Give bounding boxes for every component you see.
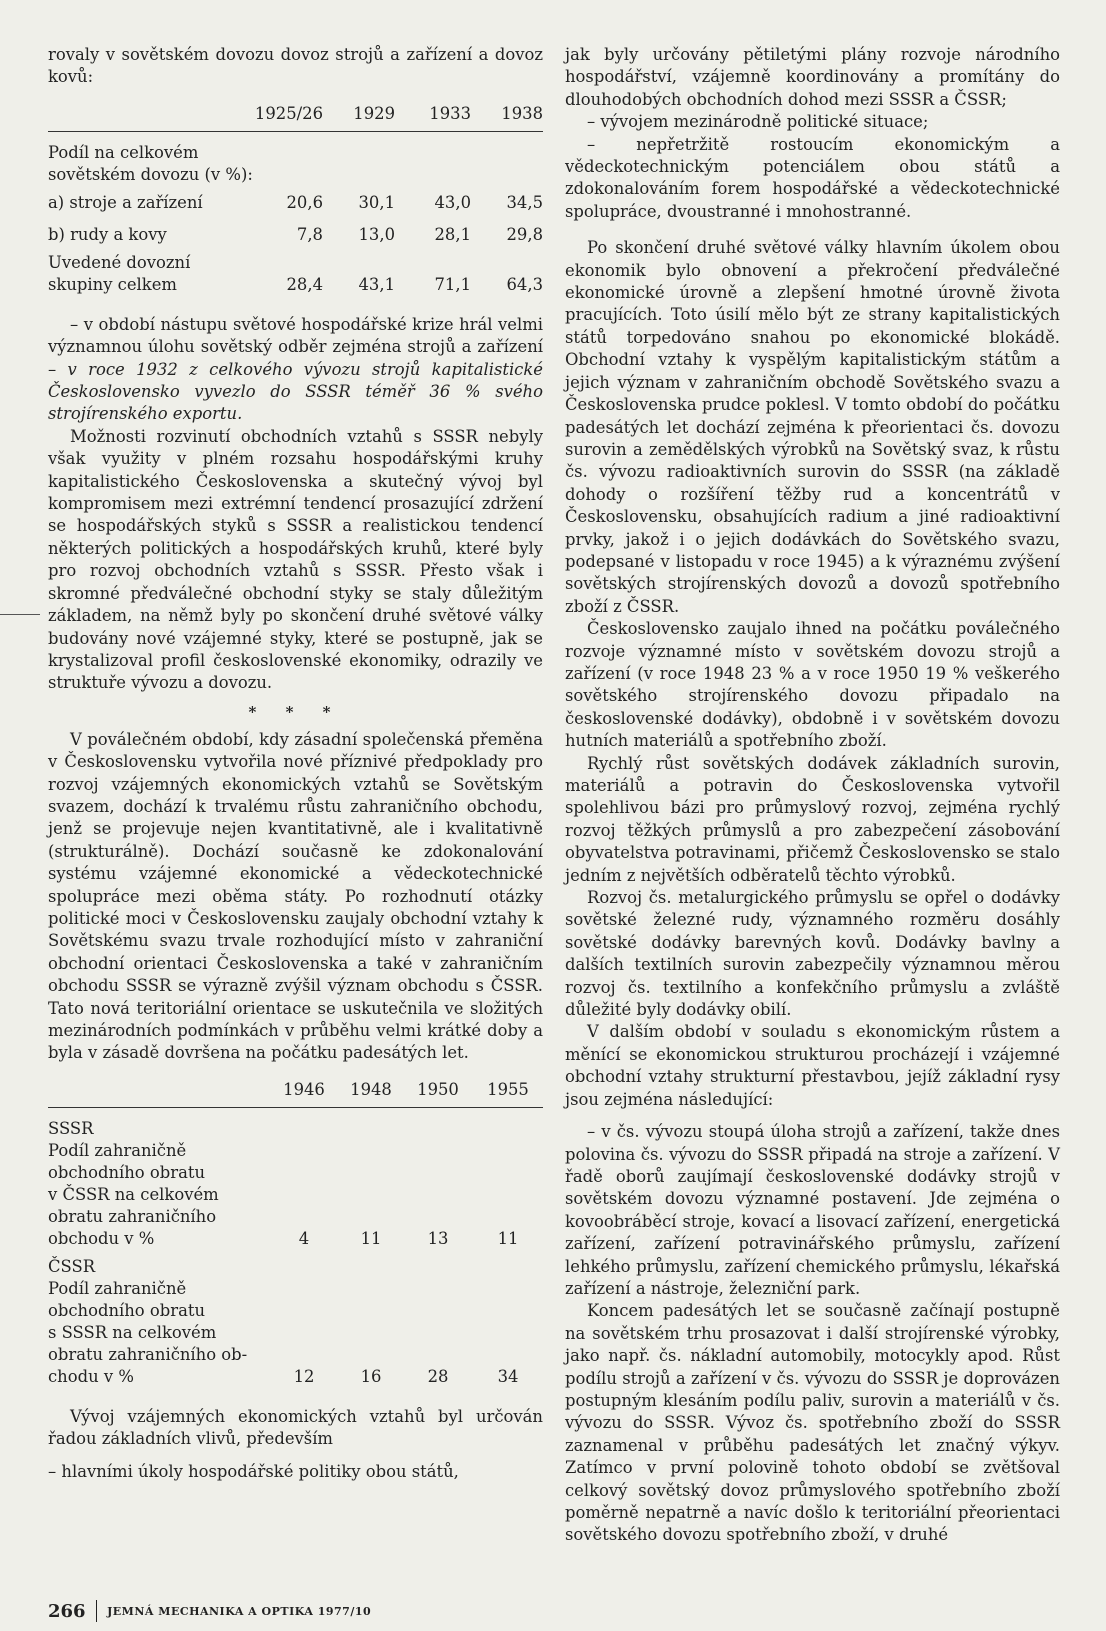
list-item: – v čs. vývozu stoupá úloha strojů a zařízení, takže dnes polovina čs. vývozu do SSSR připadá na stroje a zařízení. V řadě oborů zaujímají československé dodávky strojů v sovětském dovozu významné postavení. Jde zejména o kovoobráběcí stroje, kovací a lisovací zařízení, energetická zařízení, zařízení potravinářského průmyslu, zařízení lehkého průmyslu, zařízení chemického průmyslu, lékařská zařízení a nástroje, železniční park. xyxy=(565,1122,1060,1298)
label-line: Uvedené dovozní xyxy=(48,252,191,272)
label-line: obratu zahraničního ob- xyxy=(48,1344,248,1364)
year-header: 1955 xyxy=(487,1079,529,1099)
list-item: – nepřetržitě rostoucím ekonomickým a vědeckotechnickým potenciálem obou států a zdokonalováním forem hospodářské a vědeckotechnické spolupráce, dvoustranné i mnohostranné. xyxy=(565,134,1060,221)
cell: 28,4 xyxy=(286,274,323,294)
table-header xyxy=(48,103,543,132)
text-run: – v období nástupu světové hospodářské krize hrál velmi významnou úlohu sovětský odběr zejména strojů a zařízení – xyxy=(48,314,543,379)
row-label: b) rudy a kovy xyxy=(48,224,167,244)
paragraph: Rychlý růst sovětských dodávek základních surovin, materiálů a potravin do Československa vytvořil spolehlivou bázi pro průmyslový rozvoj, zejména rychlý rozvoj těžkých průmyslů a pro zabezpečení zásobování obyvatelstva potravinami, přičemž Československo se stalo jedním z největších odběratelů těchto výrobků. xyxy=(565,753,1060,885)
table-header xyxy=(48,1079,543,1108)
right-column xyxy=(565,44,1060,1547)
cell: 30,1 xyxy=(358,192,395,212)
year-header: 1933 xyxy=(429,103,471,123)
cell: 13,0 xyxy=(358,224,395,244)
cell: 64,3 xyxy=(506,274,543,294)
row-label xyxy=(48,252,237,296)
label-line: Podíl zahraničně xyxy=(48,1140,187,1160)
year-header: 1950 xyxy=(417,1079,459,1099)
left-column xyxy=(48,44,543,1483)
heading-line: sovětském dovozu (v %): xyxy=(48,164,253,184)
table-soviet-imports xyxy=(48,103,543,296)
row-label: a) stroje a zařízení xyxy=(48,192,203,212)
cell: 29,8 xyxy=(506,224,543,244)
block-title: SSSR xyxy=(48,1118,94,1138)
page-footer xyxy=(48,1598,371,1624)
cell: 43,1 xyxy=(358,274,395,294)
year-header: 1929 xyxy=(353,103,395,123)
table-row xyxy=(48,1140,543,1250)
row-label xyxy=(48,1140,269,1250)
italic-run: v roce 1932 z celkového vývozu strojů kapitalistické Československo vyvezlo do SSSR téměř 36 % svého strojírenského exportu. xyxy=(48,359,543,424)
paragraph: V dalším období v souladu s ekonomickým růstem a měnící se ekonomickou strukturou procházejí i vzájemné obchodní vztahy strukturní přestavbou, jejíž základní rysy jsou zejména následující: xyxy=(565,1022,1060,1109)
row-label xyxy=(48,1278,269,1388)
table-row xyxy=(48,1278,543,1388)
cell: 16 xyxy=(360,1366,382,1386)
paragraph: Rozvoj čs. metalurgického průmyslu se opřel o dodávky sovětské železné rudy, významného rozměru dosáhly sovětské dodávky barevných kovů. Dodávky bavlny a dalších textilních surovin zabezpečily významnou měrou rozvoj čs. textilního a konfekčního průmyslu a zvláště důležité byly dodávky obilí. xyxy=(565,888,1060,1020)
year-header: 1925/26 xyxy=(254,103,323,123)
cell: 71,1 xyxy=(434,274,471,294)
paragraph: jak byly určovány pětiletými plány rozvoje národního hospodářství, vzájemně koordinovány a promítány do dlouhodobých obchodních dohod mezi SSSR a ČSSR; xyxy=(565,45,1060,109)
section-separator: * * * xyxy=(248,702,343,721)
label-line: chodu v % xyxy=(48,1366,134,1386)
label-line: obchodního obratu xyxy=(48,1162,205,1182)
footer-divider xyxy=(96,1600,98,1622)
intro-paragraph: rovaly v sovětském dovozu dovoz strojů a zařízení a dovoz kovů: xyxy=(48,45,543,87)
cell: 34 xyxy=(497,1366,519,1386)
page-number: 266 xyxy=(48,1600,86,1622)
year-header: 1938 xyxy=(501,103,543,123)
cell: 20,6 xyxy=(286,192,323,212)
label-line: Podíl zahraničně xyxy=(48,1278,187,1298)
cell: 43,0 xyxy=(434,192,471,212)
paragraph: Československo zaujalo ihned na počátku poválečného rozvoje významné místo v sovětském dovozu strojů a zařízení (v roce 1948 23 % a v roce 1950 19 % veškerého sovětského strojírenského dovozu připadalo na československé dodávky), obdobně i v sovětském dovozu hutních materiálů a spotřebního zboží. xyxy=(565,619,1060,751)
journal-title: JEMNÁ MECHANIKA A OPTIKA 1977/10 xyxy=(107,1604,372,1618)
label-line: skupiny celkem xyxy=(48,274,177,294)
table-row xyxy=(48,224,543,246)
cell: 11 xyxy=(360,1228,382,1248)
paragraph: Vývoj vzájemných ekonomických vztahů byl určován řadou základních vlivů, především xyxy=(48,1406,543,1449)
cell: 28 xyxy=(427,1366,449,1386)
block-title: ČSSR xyxy=(48,1256,96,1276)
label-line: obchodu v % xyxy=(48,1228,155,1248)
list-item: – hlavními úkoly hospodářské politiky obou států, xyxy=(48,1461,459,1481)
table-heading xyxy=(48,142,543,186)
paragraph: Možnosti rozvinutí obchodních vztahů s SSSR nebyly však využity v plném rozsahu hospodářskými kruhy kapitalistického Československa a skutečný vývoj byl kompromisem mezi extrémní tendencí prosazující zdržení se hospodářských styků s SSSR a realistickou tendencí některých politických a hospodářských kruhů, které byly pro rozvoj obchodních vztahů s SSSR. Přesto však i skromné předválečné obchodní styky se staly důležitým základem, na němž byly po skončení druhé světové války budovány nové vzájemné styky, které se postupně, jak se krystalizoval profil československé ekonomiky, odrazily ve struktuře vývozu a dovozu. xyxy=(48,426,543,693)
paragraph: Po skončení druhé světové války hlavním úkolem obou ekonomik bylo obnovení a překročení předválečné ekonomické úrovně a zlepšení hmotné úrovně života pracujících. Toto úsilí mělo být ze strany kapitalistických států torpedováno snahou po ekonomické blokádě. Obchodní vztahy k vyspělým kapitalistickým státům a jejich význam v zahraničním obchodě Sovětského svazu a Československa prudce poklesl. V tomto období do počátku padesátých let dochází zejména k přeorientaci čs. dovozu surovin a zemědělských výrobků na Sovětský svaz, k růstu čs. vývozu radioaktivních surovin do SSSR (na základě dohody o rozšíření těžby rud a koncentrátů v Československu, obsahujících radium a jiné radioaktivní prvky, jakož i o jejich dodávkách do Sovětského svazu, podepsané v listopadu v roce 1945) a k výraznému zvýšení sovětských strojírenských dovozů a dovozů spotřebního zboží z ČSSR. xyxy=(565,238,1060,616)
label-line: s SSSR na celkovém xyxy=(48,1322,217,1342)
cell: 34,5 xyxy=(506,192,543,212)
table-trade-share xyxy=(48,1079,543,1388)
list-item: – vývojem mezinárodně politické situace; xyxy=(587,112,929,132)
heading-line: Podíl na celkovém xyxy=(48,142,199,162)
year-header: 1946 xyxy=(283,1079,325,1099)
cell: 11 xyxy=(497,1228,519,1248)
year-header: 1948 xyxy=(350,1079,392,1099)
cell: 12 xyxy=(293,1366,315,1386)
table-row xyxy=(48,252,543,296)
cell: 13 xyxy=(427,1228,449,1248)
label-line: obratu zahraničního xyxy=(48,1206,217,1226)
paragraph: Koncem padesátých let se současně začínají postupně na sovětském trhu prosazovat i další strojírenské výrobky, jako např. čs. nákladní automobily, motocykly apod. Růst podílu strojů a zařízení v čs. vývozu do SSSR je doprovázen postupným klesáním podílu paliv, surovin a materiálů v čs. vývozu do SSSR. Vývoz čs. spotřebního zboží do SSSR zaznamenal v průběhu padesátých let značný výkyv. Zatímco v první polovině tohoto období se zvětšoval celkový sovětský dovoz průmyslového spotřebního zboží poměrně nepatrně a navíc došlo k teritoriální přeorientaci sovětského dovozu spotřebního zboží, v druhé xyxy=(565,1301,1060,1545)
table-row xyxy=(48,192,543,214)
paragraph-crisis xyxy=(48,314,543,426)
label-line: obchodního obratu xyxy=(48,1300,205,1320)
cell: 7,8 xyxy=(296,224,323,244)
paragraph: V poválečném období, kdy zásadní společenská přeměna v Československu vytvořila nové příznivé předpoklady pro rozvoj vzájemných ekonomických vztahů se Sovětským svazem, dochází k trvalému růstu zahraničního obchodu, jenž se projevuje nejen kvantitativně, ale i kvalitativně (strukturálně). Dochází současně ke zdokonalování systému vzájemné ekonomické a vědeckotechnické spolupráce mezi oběma státy. Po rozhodnutí otázky politické moci v Československu zaujaly obchodní vztahy k Sovětskému svazu trvale rozhodující místo v zahraniční obchodní orientaci Československa a také v zahraničním obchodu SSSR se výrazně zvýšil význam obchodu s ČSSR. Tato nová teritoriální orientace se uskutečnila ve složitých mezinárodních podmínkách v průběhu velmi krátké doby a byla v zásadě dovršena na počátku padesátých let. xyxy=(48,729,543,1063)
label-line: v ČSSR na celkovém xyxy=(48,1184,219,1204)
margin-mark xyxy=(0,614,40,615)
cell: 28,1 xyxy=(434,224,471,244)
cell: 4 xyxy=(298,1228,310,1248)
